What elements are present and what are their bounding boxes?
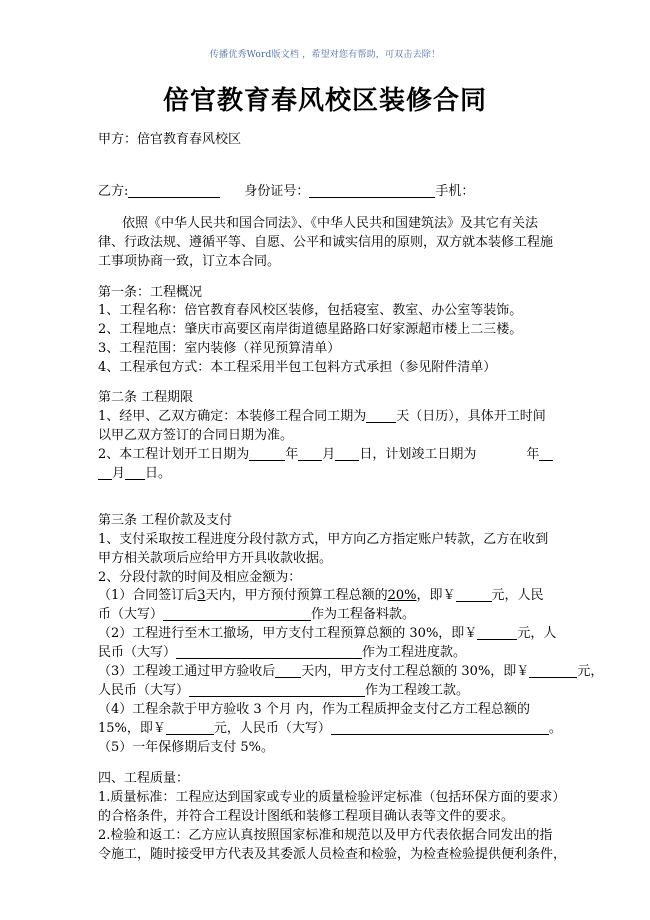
payment-1-line-1: （1）合同签订后3天内，甲方预付预算工程总额的20%，即￥ 元，人民 bbox=[98, 588, 544, 603]
article-4-line-1: 1.质量标准：工程应达到国家或专业的质量检验评定标准（包括环保方面的要求） bbox=[98, 790, 566, 805]
article-3-line-2: 甲方相关款项后应给甲方开具收款收据。 bbox=[98, 551, 333, 566]
article-4-line-2: 的合格条件，并符合工程设计图纸和装修工程项目确认表等文件的要求。 bbox=[98, 809, 515, 824]
party-b-blank bbox=[128, 183, 220, 198]
article-2-line-4: 月 日。 bbox=[98, 465, 171, 483]
payment-5: （5）一年保修期后支付 5%。 bbox=[98, 740, 275, 755]
header-note: 传播优秀Word版文档 ，希望对您有帮助，可双击去除！ bbox=[209, 50, 441, 60]
party-b-label: 乙方: bbox=[98, 184, 129, 199]
intro-line-1: 依照《中华人民共和国合同法》、《中华人民共和国建筑法》及其它有关法 bbox=[122, 216, 539, 231]
article-3-line-3: 2、分段付款的时间及相应金额为： bbox=[98, 570, 302, 585]
id-label: 身份证号： bbox=[244, 184, 310, 199]
article-3-heading: 第三条 工程价款及支付 bbox=[98, 513, 233, 528]
payment-2-line-2: 民币（大写） 作为工程进度款。 bbox=[98, 645, 467, 660]
article-2-line-2: 以甲乙双方签订的合同日期为准。 bbox=[98, 428, 294, 443]
payment-4-line-1: （4）工程余款于甲方验收 3 个月 内，作为工程质押金支付乙方工程总额的 bbox=[98, 702, 530, 717]
article-3-line-1: 1、支付采取按工程进度分段付款方式，甲方向乙方指定账户转款，乙方在收到 bbox=[98, 532, 549, 547]
article-1-heading: 第一条：工程概况 bbox=[98, 285, 203, 300]
payment-3-line-2: 人民币（大写） 作为工程竣工款。 bbox=[98, 683, 470, 698]
article-4-heading: 四、工程质量： bbox=[98, 771, 190, 786]
payment-1-line-2: 币（大写） 作为工程备料款。 bbox=[98, 607, 416, 622]
document-title: 倍官教育春风校区装修合同 bbox=[162, 86, 487, 116]
intro-line-2: 律、行政法规、遵循平等、自愿、公平和诚实信用的原则，双方就本装修工程施 bbox=[98, 235, 554, 250]
payment-3-line-1: （3）工程竣工通过甲方验收后 天内，甲方支付工程总额的 30%，即￥ 元， bbox=[98, 664, 604, 679]
article-2-heading: 第二条 工程期限 bbox=[98, 390, 194, 405]
article-4-line-3: 2.检验和返工：乙方应认真按照国家标准和规范以及甲方代表依据合同发出的指 bbox=[98, 828, 553, 843]
article-1-item-2: 2、工程地点：肇庆市高要区南岸街道德星路路口好家源超市楼上二三楼。 bbox=[98, 322, 523, 337]
payment-2-line-1: （2）工程进行至木工撤场，甲方支付工程预算总额的 30%，即￥ 元，人 bbox=[98, 626, 557, 641]
article-4-line-4: 令施工，随时接受甲方代表及其委派人员检查和检验，为检查检验提供便利条件， bbox=[98, 847, 567, 862]
phone-label: 手机： bbox=[435, 184, 475, 199]
article-1-item-4: 4、工程承包方式：本工程采用半包工包料方式承担（参见附件清单） bbox=[98, 360, 497, 375]
party-b-line bbox=[98, 183, 474, 201]
article-1-item-1: 1、工程名称：倍官教育春风校区装修，包括寝室、教室、办公室等装饰。 bbox=[98, 303, 523, 318]
intro-line-3: 工事项协商一致，订立本合同。 bbox=[98, 254, 281, 269]
duration-blank bbox=[366, 408, 396, 423]
payment-4-line-2: 15%，即￥ 元，人民币（大写） 。 bbox=[98, 721, 562, 736]
article-2-line-1: 1、经甲、乙双方确定：本装修工程合同工期为 天（日历），具体开工时间 bbox=[98, 409, 546, 424]
article-1-item-3: 3、工程范围：室内装修（祥见预算清单） bbox=[98, 341, 341, 356]
party-a: 甲方：倍官教育春风校区 bbox=[98, 132, 242, 147]
id-blank bbox=[309, 183, 435, 198]
article-2-line-3: 2、本工程计划开工日期为 年 月 日，计划竣工日期为 年 bbox=[98, 446, 553, 464]
